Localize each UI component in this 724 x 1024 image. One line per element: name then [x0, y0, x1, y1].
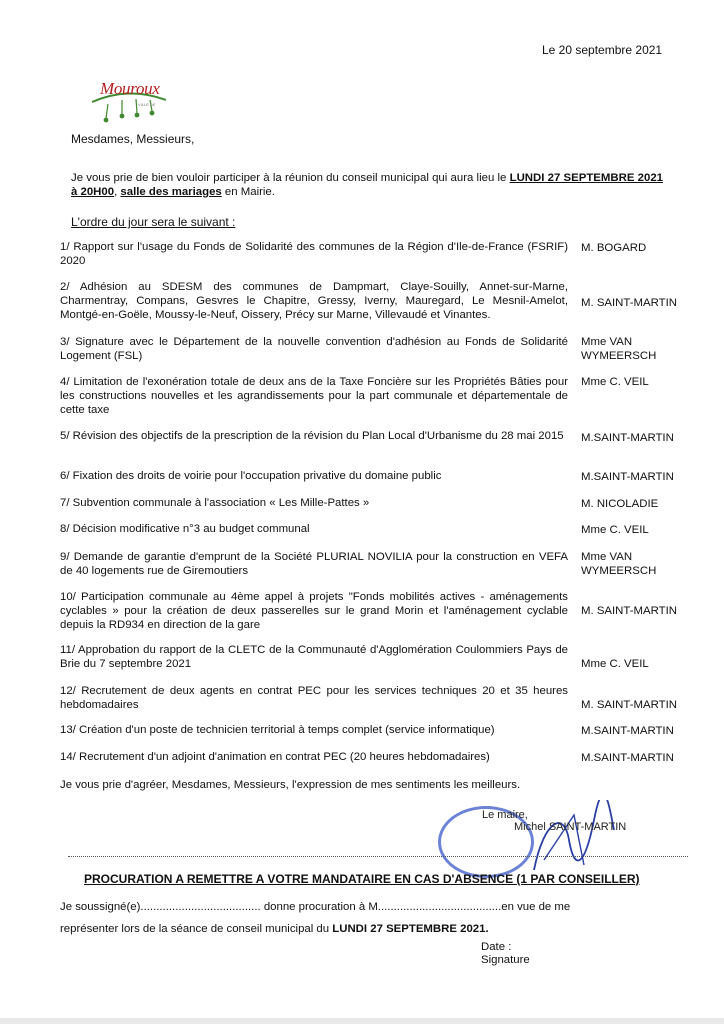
- agenda-item-text: 6/ Fixation des droits de voirie pour l'occupation privative du domaine public: [60, 470, 442, 482]
- signer-title: Le maire,: [482, 809, 528, 821]
- greeting: Mesdames, Messieurs,: [71, 132, 195, 146]
- agenda-item-text: 11/ Approbation du rapport de la CLETC de la Communauté d'Agglomération Coulommiers Pays de Brie du 7 septembre 2021: [60, 644, 568, 670]
- intro-separator: ,: [114, 186, 121, 198]
- procuration-line-1: Je soussigné(e)...................................... donne procuration à M.......................................en vue de me: [60, 901, 571, 913]
- intro-paragraph: [71, 171, 663, 199]
- agenda-item-presenter: Mme VAN WYMEERSCH: [581, 551, 657, 577]
- logo-text: Mouroux: [100, 79, 160, 98]
- signature-scribble-icon: [514, 800, 627, 880]
- logo-subtext: VILLE DE: [138, 102, 156, 107]
- agenda-item-text: 7/ Subvention communale à l'association « Les Mille-Pattes »: [60, 497, 370, 509]
- signer-name: Michel SAINT-MARTIN: [514, 821, 627, 833]
- agenda-item-presenter: M. SAINT-MARTIN: [581, 605, 677, 617]
- agenda-item-presenter: M. SAINT-MARTIN: [581, 297, 677, 309]
- agenda-item-presenter: Mme VAN WYMEERSCH: [581, 336, 657, 362]
- agenda-item-text: 8/ Décision modificative n°3 au budget communal: [60, 523, 310, 535]
- procuration-line-2: [60, 922, 489, 936]
- agenda-item-presenter: M. SAINT-MARTIN: [581, 699, 677, 711]
- agenda-item-text: 14/ Recrutement d'un adjoint d'animation en contrat PEC (20 heures hebdomadaires): [60, 751, 490, 763]
- signature-label: Signature: [481, 954, 530, 966]
- meeting-place: salle des mariages: [120, 186, 222, 198]
- agenda-heading: L'ordre du jour sera le suivant :: [71, 215, 236, 229]
- mouroux-logo: [84, 78, 174, 124]
- date-label: Date :: [481, 941, 512, 953]
- agenda-item-presenter: M. NICOLADIE: [581, 498, 659, 510]
- intro-suffix: en Mairie.: [221, 186, 275, 198]
- agenda-item-text: 2/ Adhésion au SDESM des communes de Dampmart, Claye-Souilly, Annet-sur-Marne, Charmentray, Compans, Gesvres le Chapitre, Gressy, Iverny, Mauregard, Le Mesnil-Amelot, Montgé-en-Goële, Moussy-le-Neuf, Oissery, Précy sur Marne, Villevaudé et Vinantes.: [60, 281, 568, 321]
- agenda-item-presenter: M.SAINT-MARTIN: [581, 725, 674, 737]
- procuration-meeting-date: LUNDI 27 SEPTEMBRE 2021.: [332, 923, 489, 935]
- separator-dotted-line: [68, 856, 688, 857]
- agenda-item-text: 5/ Révision des objectifs de la prescription de la révision du Plan Local d'Urbanisme du 28 mai 2015: [60, 430, 564, 442]
- agenda-item-presenter: Mme C. VEIL: [581, 524, 649, 536]
- procuration-title: PROCURATION A REMETTRE A VOTRE MANDATAIRE EN CAS D'ABSENCE (1 PAR CONSEILLER): [84, 872, 640, 886]
- agenda-item-text: 10/ Participation communale au 4ème appel à projets "Fonds mobilités actives - aménagements cyclables » pour la création de deux passerelles sur le grand Morin et l'aménagement cyclable depuis la RD934 en direction de la gare: [60, 591, 568, 631]
- agenda-item-presenter: M.SAINT-MARTIN: [581, 432, 674, 444]
- agenda-item-presenter: Mme C. VEIL: [581, 376, 649, 388]
- agenda-item-text: 1/ Rapport sur l'usage du Fonds de Solidarité des communes de la Région d'Ile-de-France (FSRIF) 2020: [60, 241, 568, 267]
- agenda-item-presenter: Mme C. VEIL: [581, 658, 649, 670]
- procuration-line-2-text: représenter lors de la séance de conseil municipal du: [60, 923, 333, 935]
- letter-date: Le 20 septembre 2021: [542, 43, 663, 57]
- agenda-item-text: 12/ Recrutement de deux agents en contrat PEC pour les services techniques 20 et 35 heures hebdomadaires: [60, 685, 568, 711]
- intro-prefix: Je vous prie de bien vouloir participer à la réunion du conseil municipal qui aura lieu le: [71, 172, 510, 184]
- agenda-item-text: 13/ Création d'un poste de technicien territorial à temps complet (service informatique): [60, 724, 495, 736]
- signature-block: [432, 800, 632, 880]
- agenda-item-presenter: M.SAINT-MARTIN: [581, 752, 674, 764]
- agenda-item-presenter: M.SAINT-MARTIN: [581, 471, 674, 483]
- agenda-item-text: 4/ Limitation de l'exonération totale de deux ans de la Taxe Foncière sur les Propriétés Bâties pour les constructions nouvelles et les agrandissements pour la part communale et départementale de cette taxe: [60, 376, 568, 416]
- scan-bottom-edge: [0, 1018, 724, 1024]
- agenda-item-text: 3/ Signature avec le Département de la nouvelle convention d'adhésion au Fonds de Solidarité Logement (FSL): [60, 336, 568, 362]
- agenda-item-presenter: M. BOGARD: [581, 242, 647, 254]
- closing-formula: Je vous prie d'agréer, Mesdames, Messieurs, l'expression de mes sentiments les meilleurs.: [60, 779, 521, 791]
- agenda-item-text: 9/ Demande de garantie d'emprunt de la Société PLURIAL NOVILIA pour la construction en VEFA de 40 logements rue de Giremoutiers: [60, 551, 568, 577]
- meeting-date: LUNDI 27 SEPTEMBRE 2021 à 20H00: [71, 172, 663, 198]
